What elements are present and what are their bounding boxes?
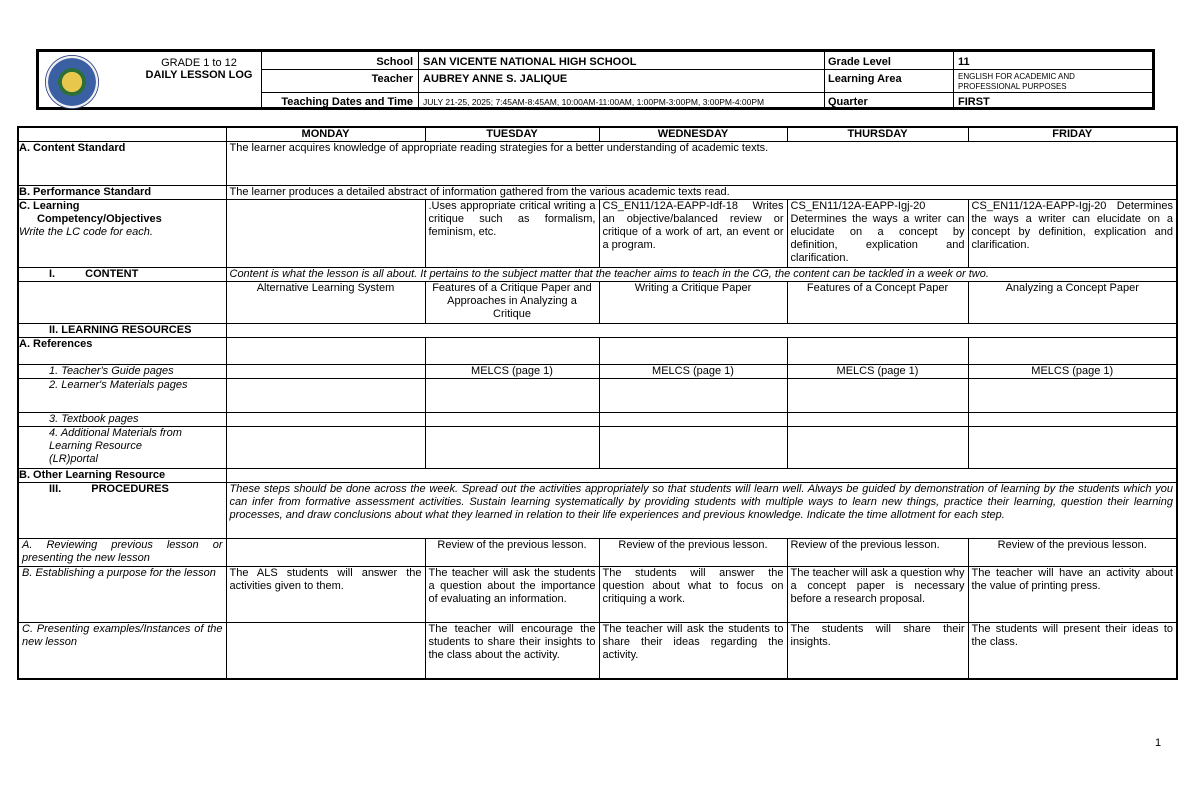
dates-label: Teaching Dates and Time	[281, 96, 413, 108]
performance-standard-text: The learner produces a detailed abstract of information gathered from the various academic texts read.	[226, 186, 1177, 200]
topic-cell: Features of a Critique Paper and Approaches in Analyzing a Critique	[425, 282, 599, 324]
day-header-row	[18, 127, 1177, 142]
header-box	[36, 49, 1155, 110]
topic-cell: Analyzing a Concept Paper	[968, 282, 1177, 324]
performance-standard-row	[18, 186, 1177, 200]
quarter-label: Quarter	[828, 96, 868, 108]
references-label: A. References	[18, 338, 226, 365]
performance-standard-label: B. Performance Standard	[18, 186, 226, 200]
content-topics-row	[18, 282, 1177, 324]
teachers-guide-cell: MELCS (page 1)	[787, 365, 968, 379]
establishing-cell: The students will answer the question about what to focus on critiquing a work.	[599, 567, 787, 623]
teacher-value: AUBREY ANNE S. JALIQUE	[423, 73, 568, 85]
additional-materials-row	[18, 427, 1177, 469]
establishing-row	[18, 567, 1177, 623]
other-resource-label: B. Other Learning Resource	[18, 469, 226, 483]
topic-cell: Features of a Concept Paper	[787, 282, 968, 324]
learners-materials-label: 2. Learner's Materials pages	[18, 379, 226, 413]
content-standard-row	[18, 142, 1177, 186]
presenting-cell: The teacher will encourage the students to share their insights to the class about the activity.	[425, 623, 599, 679]
establishing-cell: The teacher will ask the students a question about the importance of evaluating an information.	[425, 567, 599, 623]
lesson-log-table	[17, 126, 1178, 680]
dates-value: JULY 21-25, 2025; 7:45AM-8:45AM, 10:00AM-11:00AM, 1:00PM-3:00PM, 3:00PM-4:00PM	[423, 97, 765, 107]
day-header: TUESDAY	[425, 127, 599, 142]
content-heading: I. CONTENT	[18, 268, 226, 282]
procedures-heading: III. PROCEDURES	[18, 483, 226, 539]
deped-seal-icon	[45, 55, 99, 109]
learning-resources-row	[18, 324, 1177, 338]
establishing-label: B. Establishing a purpose for the lesson	[18, 567, 226, 623]
textbook-label: 3. Textbook pages	[18, 413, 226, 427]
content-note: Content is what the lesson is all about. It pertains to the subject matter that the teacher aims to teach in the CG, the content can be tackled in a week or two.	[226, 268, 1177, 282]
presenting-cell: The teacher will ask the students to share their ideas regarding the activity.	[599, 623, 787, 679]
competency-cell: .Uses appropriate critical writing a critique such as formalism, feminism, etc.	[425, 200, 599, 268]
day-header: MONDAY	[226, 127, 425, 142]
competency-cell: CS_EN11/12A-EAPP-Idf-18 Writes an objective/balanced review or critique of a work of art, an event or a program.	[599, 200, 787, 268]
establishing-cell: The ALS students will answer the activities given to them.	[226, 567, 425, 623]
teachers-guide-label: 1. Teacher's Guide pages	[18, 365, 226, 379]
learning-area-label: Learning Area	[828, 73, 902, 85]
day-header: WEDNESDAY	[599, 127, 787, 142]
page-number: 1	[1155, 737, 1162, 749]
establishing-cell: The teacher will ask a question why a concept paper is necessary before a research proposal.	[787, 567, 968, 623]
presenting-label: C. Presenting examples/Instances of the new lesson	[18, 623, 226, 679]
reviewing-cell: Review of the previous lesson.	[599, 539, 787, 567]
presenting-row	[18, 623, 1177, 679]
establishing-cell: The teacher will have an activity about the value of printing press.	[968, 567, 1177, 623]
school-value: SAN VICENTE NATIONAL HIGH SCHOOL	[423, 56, 637, 68]
grade-range: GRADE 1 to 12	[161, 57, 237, 69]
learners-materials-row	[18, 379, 1177, 413]
reviewing-cell: Review of the previous lesson.	[425, 539, 599, 567]
content-note-row	[18, 268, 1177, 282]
log-title: DAILY LESSON LOG	[145, 69, 253, 81]
school-label: School	[376, 56, 413, 68]
reviewing-cell: Review of the previous lesson.	[787, 539, 968, 567]
additional-materials-label: 4. Additional Materials from Learning Resource (LR)portal	[18, 427, 226, 469]
topic-cell: Writing a Critique Paper	[599, 282, 787, 324]
teacher-label: Teacher	[371, 73, 413, 85]
competency-cell	[226, 200, 425, 268]
reviewing-cell: Review of the previous lesson.	[968, 539, 1177, 567]
learning-competency-label: C. Learning Competency/Objectives Write the LC code for each.	[18, 200, 226, 268]
other-resource-row	[18, 469, 1177, 483]
procedures-row	[18, 483, 1177, 539]
learning-area-value: ENGLISH FOR ACADEMIC AND PROFESSIONAL PURPOSES	[958, 72, 1075, 91]
teachers-guide-row	[18, 365, 1177, 379]
day-header: THURSDAY	[787, 127, 968, 142]
topic-cell: Alternative Learning System	[226, 282, 425, 324]
competency-cell: CS_EN11/12A-EAPP-Igj-20 Determines the ways a writer can elucidate on a concept by definition, explication and clarification.	[968, 200, 1177, 268]
references-row	[18, 338, 1177, 365]
teachers-guide-cell: MELCS (page 1)	[599, 365, 787, 379]
quarter-value: FIRST	[958, 96, 990, 108]
learning-resources-heading: II. LEARNING RESOURCES	[18, 324, 226, 338]
learning-competency-row	[18, 200, 1177, 268]
teachers-guide-cell: MELCS (page 1)	[968, 365, 1177, 379]
teachers-guide-cell: MELCS (page 1)	[425, 365, 599, 379]
day-header: FRIDAY	[968, 127, 1177, 142]
content-standard-text: The learner acquires knowledge of appropriate reading strategies for a better understanding of academic texts.	[226, 142, 1177, 186]
textbook-row	[18, 413, 1177, 427]
content-standard-label: A. Content Standard	[18, 142, 226, 186]
reviewing-row	[18, 539, 1177, 567]
procedures-note: These steps should be done across the week. Spread out the activities appropriately so that students will learn well. Always be guided by demonstration of learning by the students which you can infer from formative assessment activities. Sustain learning systematically by providing students with multiple ways to learn new things, practice their learning, question their learning processes, and draw conclusions about what they learned in relation to their life experiences and previous knowledge. Indicate the time allotment for each step.	[226, 483, 1177, 539]
grade-level-label: Grade Level	[828, 56, 891, 68]
presenting-cell: The students will present their ideas to the class.	[968, 623, 1177, 679]
reviewing-label: A. Reviewing previous lesson or presenting the new lesson	[18, 539, 226, 567]
presenting-cell: The students will share their insights.	[787, 623, 968, 679]
competency-cell: CS_EN11/12A-EAPP-Igj-20 Determines the ways a writer can elucidate on a concept by definition, explication and clarification.	[787, 200, 968, 268]
grade-level-value: 11	[958, 56, 970, 68]
